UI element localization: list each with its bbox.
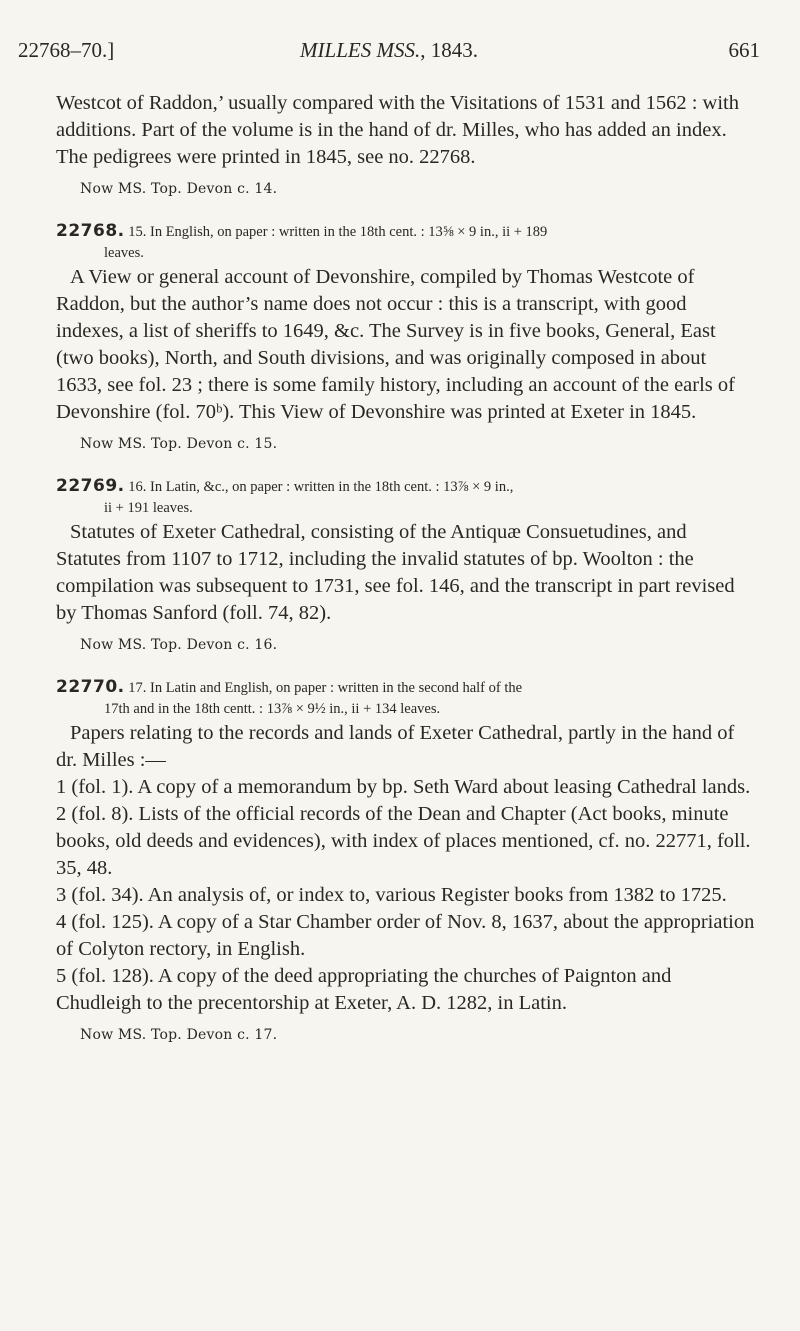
contents-item: 4 (fol. 125). A copy of a Star Chamber order of Nov. 8, 1637, about the appropriation of Colyton rectory, in English. — [56, 911, 755, 960]
entry-head-rest: leaves. — [104, 245, 144, 261]
contents-item: 3 (fol. 34). An analysis of, or index to, various Register books from 1382 to 1725. — [56, 884, 727, 906]
entry-shelfmark: Now MS. Top. Devon c. 16. — [80, 637, 278, 653]
intro-shelfmark: Now MS. Top. Devon c. 14. — [80, 181, 278, 197]
entry-range: 22768–70.] — [18, 38, 115, 62]
running-header — [18, 38, 760, 68]
entry-head-first: 15. In English, on paper : written in the 18th cent. : 13⅝ × 9 in., ii + 189 — [128, 224, 548, 240]
entry-description: A View or general account of Devonshire, compiled by Thomas Westcote of Raddon, but the author’s name does not occur : this is a transcript, with good indexes, a list of sheriffs to 1649, &c. The Survey is in five books, General, East (two books), North, and South divisions, and was originally composed in about 1633, see fol. 23 ; there is some family history, including an account of the earls of Devonshire (fol. 70ᵇ). This View of Devonshire was printed at Exeter in 1845. — [56, 266, 735, 423]
entry-header — [56, 677, 756, 720]
entry-description: Statutes of Exeter Cathedral, consisting of the Antiquæ Consuetudines, and Statutes from 1107 to 1712, including the invalid statutes of bp. Woolton : the compilation was subsequent to 1731, see fol. 146, and the transcript in part revised by Thomas Sanford (foll. 74, 82). — [56, 521, 735, 624]
running-title — [18, 38, 760, 63]
entry-number: 22768. — [56, 221, 125, 241]
page-body — [56, 90, 756, 1043]
entry-head-first: 17. In Latin and English, on paper : written in the second half of the — [128, 680, 523, 696]
entry-number: 22770. — [56, 677, 125, 697]
title-year: , 1843. — [420, 38, 478, 62]
title-text: MILLES MSS. — [300, 38, 421, 62]
entry-header — [56, 221, 756, 264]
entry-shelfmark: Now MS. Top. Devon c. 17. — [80, 1027, 278, 1043]
entry-head-rest: 17th and in the 18th centt. : 13⅞ × 9½ in., ii + 134 leaves. — [104, 701, 441, 717]
entry-head-rest: ii + 191 leaves. — [104, 500, 193, 516]
contents-item: 1 (fol. 1). A copy of a memorandum by bp. Seth Ward about leasing Cathedral lands. — [56, 776, 751, 798]
intro-paragraph: Westcot of Raddon,’ usually compared with the Visitations of 1531 and 1562 : with additions. Part of the volume is in the hand of dr. Milles, who has added an index. The pedigrees were printed in 1845, see no. 22768. — [56, 92, 740, 168]
contents-item: 2 (fol. 8). Lists of the official records of the Dean and Chapter (Act books, minute books, old deeds and evidences), with index of places mentioned, cf. no. 22771, foll. 35, 48. — [56, 803, 751, 879]
contents-item: 5 (fol. 128). A copy of the deed appropriating the churches of Paignton and Chudleigh to the precentorship at Exeter, A. D. 1282, in Latin. — [56, 965, 672, 1014]
entry-description: Papers relating to the records and lands of Exeter Cathedral, partly in the hand of dr. Milles :— — [56, 722, 735, 771]
entry-shelfmark: Now MS. Top. Devon c. 15. — [80, 436, 278, 452]
entry-number: 22769. — [56, 476, 125, 496]
page-number: 661 — [728, 38, 760, 62]
entry-header — [56, 476, 756, 519]
entry-head-first: 16. In Latin, &c., on paper : written in the 18th cent. : 13⅞ × 9 in., — [128, 479, 514, 495]
